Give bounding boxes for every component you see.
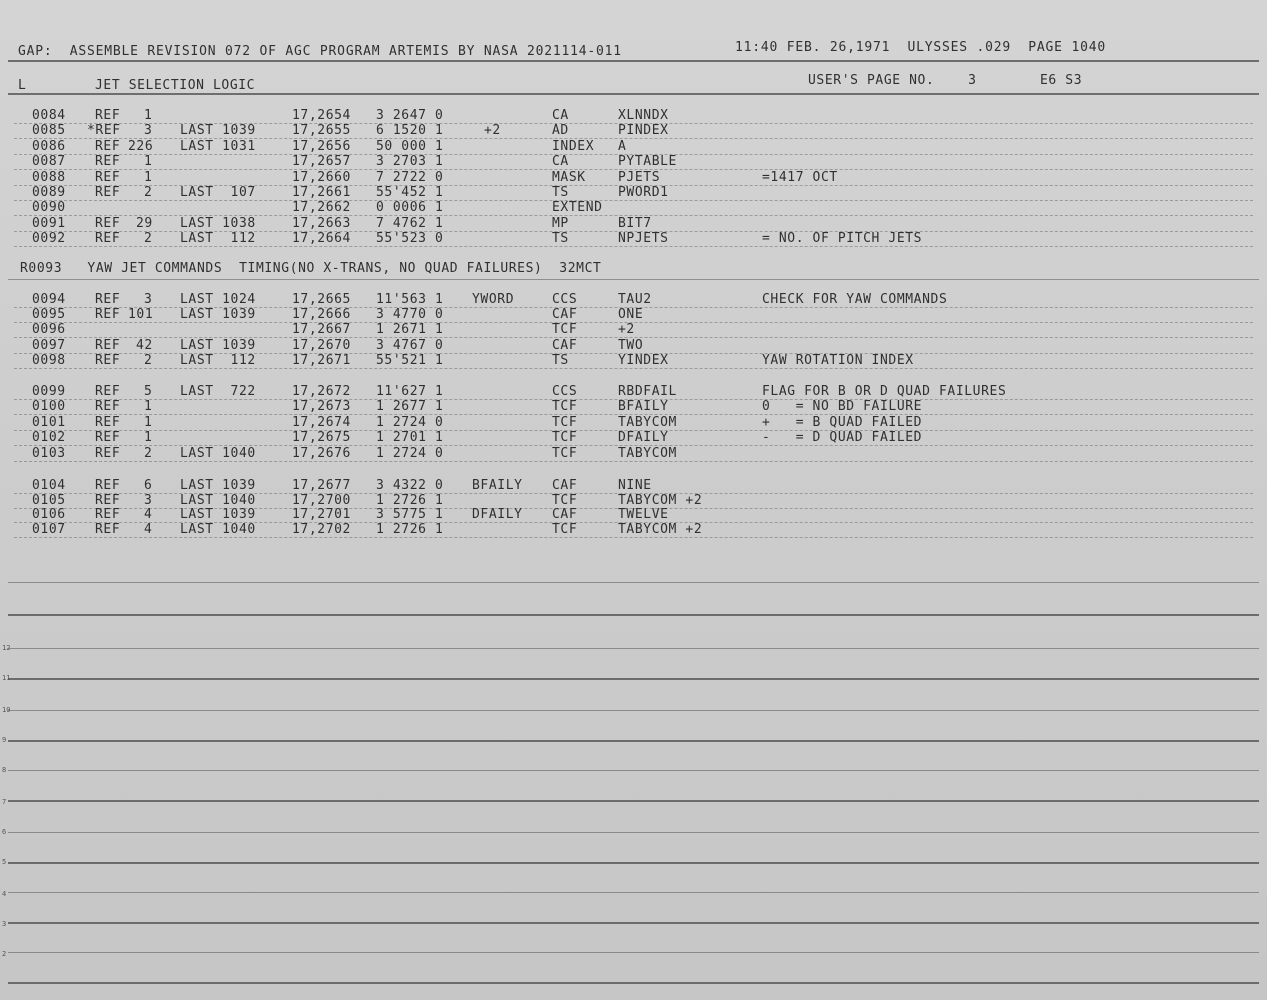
opcode: TCF [552, 521, 578, 537]
margin-mark: 7 [2, 798, 7, 806]
ruled-line [8, 582, 1259, 583]
ref-tag: REF [95, 185, 121, 200]
ref-count: 4 [144, 521, 153, 537]
margin-mark: 5 [2, 858, 7, 866]
row-rule [14, 200, 1253, 201]
row-rule [14, 368, 1253, 369]
ref-tag: REF [95, 169, 121, 185]
operand: TWO [618, 337, 644, 353]
subheader-rule [8, 93, 1259, 95]
users-page-number: USER'S PAGE NO. 3 [808, 73, 977, 88]
address: 17,2657 [292, 154, 351, 170]
ruled-line [8, 710, 1259, 711]
margin-mark: 8 [2, 766, 7, 774]
ref-tag: REF [95, 154, 121, 170]
opcode: EXTEND [552, 200, 603, 216]
operand: NINE [618, 478, 652, 493]
last-ref: LAST 1039 [180, 507, 256, 523]
address: 17,2674 [292, 414, 351, 430]
line-number: 0095 [32, 307, 66, 323]
last-ref: LAST 1039 [180, 123, 256, 139]
row-rule [14, 461, 1253, 462]
operand: BFAILY [618, 399, 669, 415]
last-ref: LAST 1038 [180, 215, 256, 231]
margin-mark: 3 [2, 920, 7, 928]
line-number: 0106 [32, 507, 66, 523]
operand: YINDEX [618, 352, 669, 368]
address: 17,2665 [292, 292, 351, 307]
margin-mark: 2 [2, 950, 7, 958]
octal-word: 1 2726 1 [376, 492, 444, 508]
ref-count: 2 [144, 185, 153, 200]
operand: RBDFAIL [618, 384, 677, 399]
opcode: TS [552, 231, 569, 247]
ref-count: 1 [144, 108, 153, 123]
operand: PWORD1 [618, 185, 669, 200]
header-rule [8, 60, 1259, 62]
ref-tag: REF [95, 307, 121, 323]
line-number: 0104 [32, 478, 66, 493]
ref-count: 2 [144, 445, 153, 461]
ref-tag: REF [95, 414, 121, 430]
line-number: 0102 [32, 430, 66, 446]
ref-count: 3 [144, 492, 153, 508]
comment: 0 = NO BD FAILURE [762, 399, 923, 415]
line-number: 0088 [32, 169, 66, 185]
octal-word: 7 2722 0 [376, 169, 444, 185]
octal-word: 3 4767 0 [376, 337, 444, 353]
octal-word: 0 0006 1 [376, 200, 444, 216]
operand: TABYCOM [618, 414, 677, 430]
address: 17,2671 [292, 352, 351, 368]
ruled-line [8, 740, 1259, 742]
operand: BIT7 [618, 215, 652, 231]
line-number: 0094 [32, 292, 66, 307]
opcode: TCF [552, 430, 578, 446]
ref-tag: REF [95, 399, 121, 415]
octal-word: 1 2726 1 [376, 521, 444, 537]
margin-mark: 4 [2, 890, 7, 898]
line-number: 0087 [32, 154, 66, 170]
line-number: 0107 [32, 521, 66, 537]
address: 17,2701 [292, 507, 351, 523]
line-number: 0105 [32, 492, 66, 508]
opcode: TCF [552, 445, 578, 461]
octal-word: 11'627 1 [376, 384, 444, 399]
address: 17,2672 [292, 384, 351, 399]
last-ref: LAST 1039 [180, 307, 256, 323]
operand: ONE [618, 307, 644, 323]
last-ref: LAST 107 [180, 185, 256, 200]
symbol-label: YWORD [472, 292, 515, 307]
opcode: CA [552, 154, 569, 170]
margin-mark: 11 [2, 674, 11, 682]
ruled-line [8, 800, 1259, 802]
ruled-line [8, 678, 1259, 680]
comment: CHECK FOR YAW COMMANDS [762, 292, 948, 307]
symbol-label: +2 [484, 123, 501, 139]
operand: NPJETS [618, 231, 669, 247]
opcode: TCF [552, 414, 578, 430]
address: 17,2664 [292, 231, 351, 247]
octal-word: 1 2701 1 [376, 430, 444, 446]
comment: = NO. OF PITCH JETS [762, 231, 923, 247]
ref-count: 3 [144, 292, 153, 307]
ref-count: 1 [144, 399, 153, 415]
opcode: CAF [552, 478, 578, 493]
ref-tag: REF [95, 445, 121, 461]
section-title-rule [8, 279, 1259, 280]
address: 17,2666 [292, 307, 351, 323]
operand: PINDEX [618, 123, 669, 139]
address: 17,2675 [292, 430, 351, 446]
margin-mark: 12 [2, 644, 11, 652]
comment: FLAG FOR B OR D QUAD FAILURES [762, 384, 1007, 399]
log-indicator: L [18, 78, 27, 93]
opcode: CAF [552, 307, 578, 323]
page-header-left: GAP: ASSEMBLE REVISION 072 OF AGC PROGRAM ARTEMIS BY NASA 2021114-011 [18, 44, 622, 59]
octal-word: 1 2677 1 [376, 399, 444, 415]
opcode: CAF [552, 507, 578, 523]
address: 17,2654 [292, 108, 351, 123]
operand: TAU2 [618, 292, 652, 307]
last-ref: LAST 112 [180, 231, 256, 247]
operand: DFAILY [618, 430, 669, 446]
line-number: 0103 [32, 445, 66, 461]
address: 17,2663 [292, 215, 351, 231]
ref-count: 226 [128, 138, 154, 154]
ruled-line [8, 862, 1259, 864]
octal-word: 1 2671 1 [376, 322, 444, 338]
line-number: 0097 [32, 337, 66, 353]
address: 17,2702 [292, 521, 351, 537]
opcode: CA [552, 108, 569, 123]
symbol-label: BFAILY [472, 478, 523, 493]
operand: TABYCOM [618, 445, 677, 461]
ref-count: 2 [144, 231, 153, 247]
page-header-right: 11:40 FEB. 26,1971 ULYSSES .029 PAGE 1040 [735, 40, 1106, 55]
page-code: E6 S3 [1040, 73, 1083, 88]
line-number: 0086 [32, 138, 66, 154]
operand: TABYCOM +2 [618, 492, 703, 508]
ref-count: 1 [144, 414, 153, 430]
ref-tag: REF [95, 108, 121, 123]
line-number: 0100 [32, 399, 66, 415]
opcode: TS [552, 352, 569, 368]
row-rule [14, 537, 1253, 538]
opcode: TCF [552, 492, 578, 508]
last-ref: LAST 1024 [180, 292, 256, 307]
symbol-label: DFAILY [472, 507, 523, 523]
ref-tag: REF [95, 231, 121, 247]
ruled-line [8, 982, 1259, 984]
operand: PYTABLE [618, 154, 677, 170]
octal-word: 3 2703 1 [376, 154, 444, 170]
row-rule [14, 246, 1253, 247]
octal-word: 55'523 0 [376, 231, 444, 247]
ref-tag: REF [95, 215, 121, 231]
octal-word: 3 4770 0 [376, 307, 444, 323]
octal-word: 3 5775 1 [376, 507, 444, 523]
octal-word: 50 000 1 [376, 138, 444, 154]
address: 17,2660 [292, 169, 351, 185]
ref-count: 42 [136, 337, 153, 353]
octal-word: 11'563 1 [376, 292, 444, 307]
line-number: 0092 [32, 231, 66, 247]
ref-count: 2 [144, 352, 153, 368]
ref-count: 1 [144, 154, 153, 170]
line-number: 0099 [32, 384, 66, 399]
comment: + = B QUAD FAILED [762, 414, 923, 430]
octal-word: 1 2724 0 [376, 445, 444, 461]
opcode: INDEX [552, 138, 595, 154]
address: 17,2677 [292, 478, 351, 493]
opcode: MASK [552, 169, 586, 185]
last-ref: LAST 1040 [180, 521, 256, 537]
ref-tag: REF [95, 138, 121, 154]
address: 17,2700 [292, 492, 351, 508]
octal-word: 6 1520 1 [376, 123, 444, 139]
ref-tag: REF [95, 430, 121, 446]
octal-word: 55'521 1 [376, 352, 444, 368]
last-ref: LAST 112 [180, 352, 256, 368]
ref-count: 5 [144, 384, 153, 399]
address: 17,2661 [292, 185, 351, 200]
address: 17,2662 [292, 200, 351, 216]
ref-tag: REF [95, 292, 121, 307]
opcode: AD [552, 123, 569, 139]
last-ref: LAST 722 [180, 384, 256, 399]
ref-count: 29 [136, 215, 153, 231]
comment: - = D QUAD FAILED [762, 430, 923, 446]
operand: XLNNDX [618, 108, 669, 123]
address: 17,2667 [292, 322, 351, 338]
section-heading: JET SELECTION LOGIC [95, 78, 256, 93]
line-number: 0084 [32, 108, 66, 123]
ruled-line [8, 922, 1259, 924]
line-number: 0091 [32, 215, 66, 231]
ref-tag: REF [95, 352, 121, 368]
octal-word: 55'452 1 [376, 185, 444, 200]
ref-tag: REF [95, 384, 121, 399]
last-ref: LAST 1040 [180, 445, 256, 461]
ref-tag: REF [95, 337, 121, 353]
opcode: CCS [552, 384, 578, 399]
ruled-line [8, 892, 1259, 893]
ref-tag: *REF [87, 123, 121, 139]
last-ref: LAST 1039 [180, 478, 256, 493]
comment: YAW ROTATION INDEX [762, 352, 914, 368]
line-number: 0096 [32, 322, 66, 338]
ref-count: 4 [144, 507, 153, 523]
opcode: MP [552, 215, 569, 231]
address: 17,2656 [292, 138, 351, 154]
octal-word: 3 4322 0 [376, 478, 444, 493]
opcode: TS [552, 185, 569, 200]
ruled-line [8, 614, 1259, 616]
octal-word: 3 2647 0 [376, 108, 444, 123]
ref-count: 6 [144, 478, 153, 493]
comment: =1417 OCT [762, 169, 838, 185]
ref-tag: REF [95, 507, 121, 523]
operand: +2 [618, 322, 635, 338]
ruled-line [8, 952, 1259, 953]
ruled-line [8, 770, 1259, 771]
opcode: CCS [552, 292, 578, 307]
margin-mark: 6 [2, 828, 7, 836]
address: 17,2676 [292, 445, 351, 461]
address: 17,2655 [292, 123, 351, 139]
address: 17,2670 [292, 337, 351, 353]
ref-count: 101 [128, 307, 154, 323]
line-number: 0101 [32, 414, 66, 430]
last-ref: LAST 1040 [180, 492, 256, 508]
margin-mark: 10 [2, 706, 11, 714]
last-ref: LAST 1039 [180, 337, 256, 353]
operand: TWELVE [618, 507, 669, 523]
ref-tag: REF [95, 492, 121, 508]
opcode: TCF [552, 399, 578, 415]
octal-word: 1 2724 0 [376, 414, 444, 430]
ref-count: 1 [144, 430, 153, 446]
ref-tag: REF [95, 521, 121, 537]
operand: TABYCOM +2 [618, 521, 703, 537]
ref-tag: REF [95, 478, 121, 493]
margin-mark: 9 [2, 736, 7, 744]
line-number: 0089 [32, 185, 66, 200]
ref-count: 1 [144, 169, 153, 185]
ruled-line [8, 648, 1259, 649]
line-number: 0090 [32, 200, 66, 216]
line-number: 0098 [32, 352, 66, 368]
ruled-line [8, 832, 1259, 833]
opcode: TCF [552, 322, 578, 338]
opcode: CAF [552, 337, 578, 353]
line-number: 0085 [32, 123, 66, 139]
operand: A [618, 138, 627, 154]
address: 17,2673 [292, 399, 351, 415]
operand: PJETS [618, 169, 661, 185]
octal-word: 7 4762 1 [376, 215, 444, 231]
section-title: R0093 YAW JET COMMANDS TIMING(NO X-TRANS, NO QUAD FAILURES) 32MCT [20, 261, 602, 276]
ref-count: 3 [144, 123, 153, 139]
last-ref: LAST 1031 [180, 138, 256, 154]
